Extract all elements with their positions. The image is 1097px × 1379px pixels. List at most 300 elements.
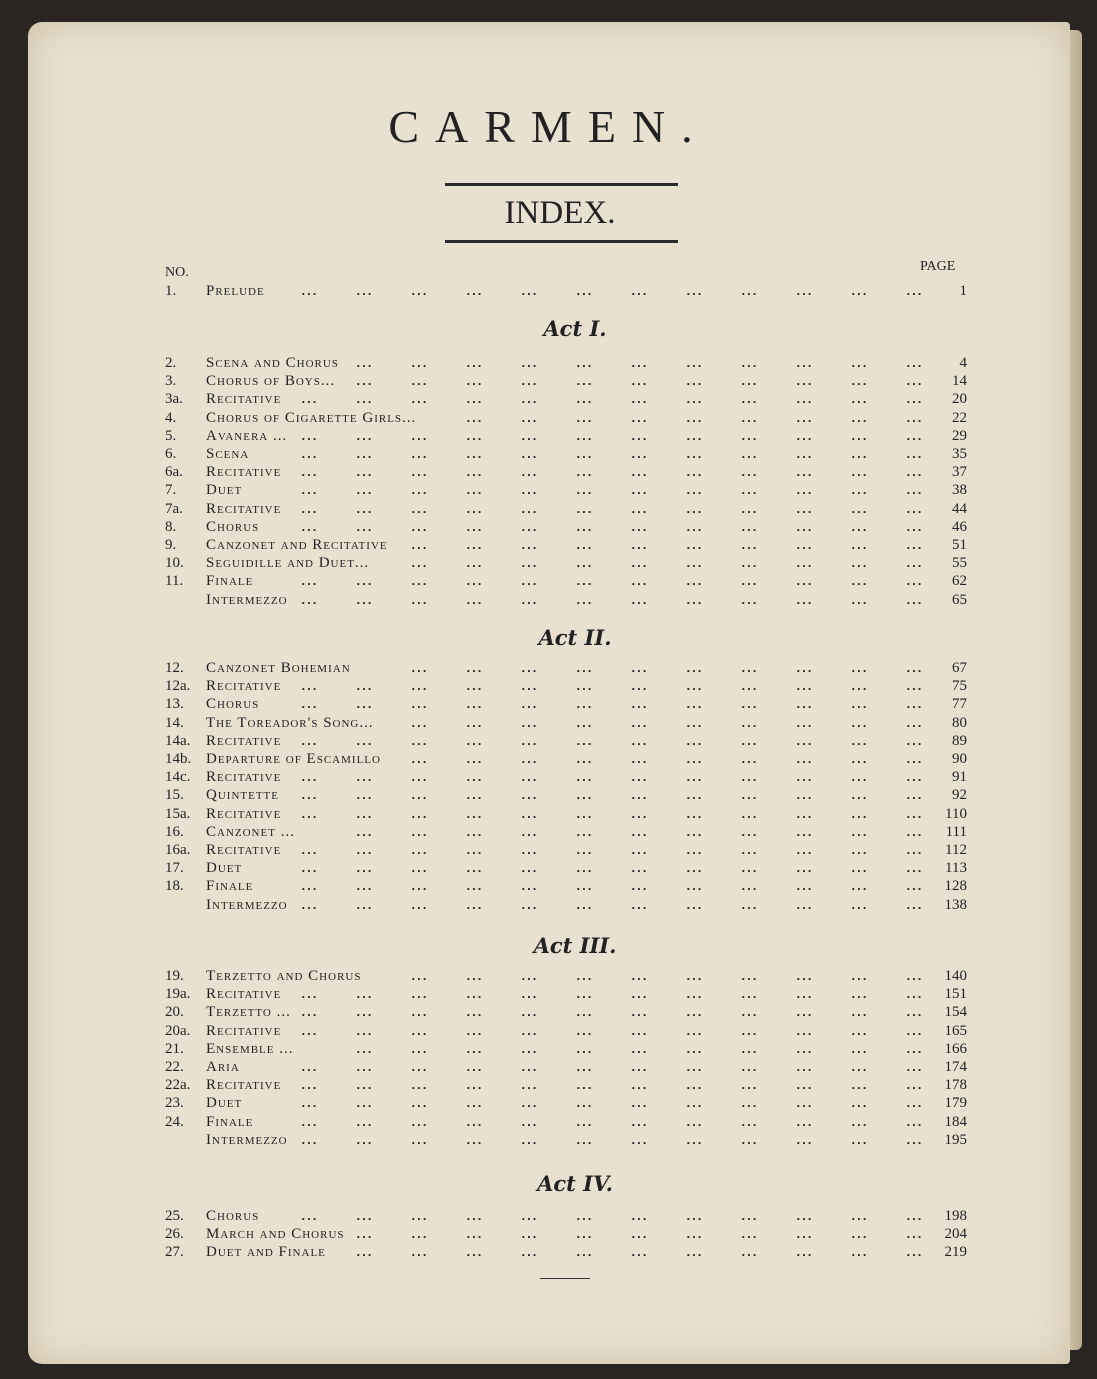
leader-dots: ... (740, 429, 757, 443)
leader-dots: ... (300, 502, 317, 516)
leader-dots: ... (520, 393, 537, 407)
entry-title: Recitative (206, 1022, 282, 1039)
leader-dots: ... (685, 393, 702, 407)
leader-dots: ... (465, 448, 482, 461)
entry-number: 5. (165, 427, 177, 444)
leader-dots: ... (410, 357, 427, 370)
leader-dots: ... (575, 1042, 592, 1056)
leader-dots: ... (850, 680, 867, 694)
entry-title: Quintette (206, 787, 279, 804)
leader-dots: ... (905, 1097, 922, 1111)
leader-dots: ... (740, 734, 757, 748)
leader-dots: ... (795, 502, 812, 516)
leader-dots: ... (905, 970, 922, 983)
leader-dots: ... (410, 1210, 427, 1223)
leader-dots: ... (520, 898, 537, 912)
entry-title: Recitative (206, 1077, 282, 1094)
entry-page: 37 (952, 464, 967, 481)
leader-dots: ... (850, 844, 867, 857)
leader-dots: ... (300, 898, 317, 912)
entry-number: 26. (165, 1226, 184, 1243)
leader-dots: ... (740, 539, 757, 552)
leader-dots: ... (575, 1079, 592, 1093)
entry-number: 16a. (165, 842, 191, 858)
leader-dots: ... (355, 698, 372, 712)
leader-dots: ... (740, 1079, 757, 1093)
leader-dots: ... (520, 448, 537, 461)
leader-dots: ... (905, 466, 922, 480)
leader-dots: ... (355, 357, 372, 370)
leader-dots: ... (300, 466, 317, 480)
leader-dots: ... (410, 1246, 427, 1260)
leader-dots: ... (685, 466, 702, 480)
entry-number: 12. (165, 660, 184, 676)
leader-dots: ... (685, 1210, 702, 1223)
index-entry (0, 806, 1097, 824)
leader-dots: ... (685, 557, 702, 571)
leader-dots: ... (905, 393, 922, 407)
leader-dots: ... (630, 484, 647, 498)
leader-dots: ... (355, 1097, 372, 1111)
index-entry (0, 715, 1097, 733)
leader-dots: ... (575, 557, 592, 571)
entry-title: Intermezzo (206, 591, 288, 608)
leader-dots: ... (355, 825, 372, 839)
leader-dots: ... (630, 1133, 647, 1147)
leader-dots: ... (685, 1061, 702, 1074)
leader-dots: ... (905, 698, 922, 712)
leader-dots: ... (520, 1042, 537, 1056)
entry-page: 46 (952, 518, 967, 535)
leader-dots: ... (630, 1097, 647, 1111)
entry-title: March and Chorus (206, 1226, 345, 1243)
leader-dots: ... (410, 1228, 427, 1242)
leader-dots: ... (465, 593, 482, 607)
leader-dots: ... (575, 1024, 592, 1038)
leader-dots: ... (850, 771, 867, 785)
index-entry (0, 986, 1097, 1004)
leader-dots: ... (905, 1210, 922, 1223)
index-entry (0, 1132, 1097, 1150)
leader-dots: ... (905, 844, 922, 857)
entry-title: Ensemble ... (206, 1040, 294, 1057)
act-heading: Act I. (543, 316, 607, 341)
leader-dots: ... (630, 1210, 647, 1223)
leader-dots: ... (795, 593, 812, 607)
leader-dots: ... (685, 484, 702, 498)
entry-title: Finale (206, 573, 254, 590)
leader-dots: ... (685, 375, 702, 389)
entry-number: 14a. (165, 732, 191, 749)
leader-dots: ... (685, 988, 702, 1002)
leader-dots: ... (630, 734, 647, 748)
leader-dots: ... (795, 734, 812, 748)
leader-dots: ... (795, 898, 812, 912)
leader-dots: ... (355, 448, 372, 461)
leader-dots: ... (465, 807, 482, 821)
leader-dots: ... (300, 734, 317, 748)
leader-dots: ... (850, 448, 867, 461)
entry-title: Canzonet and Recitative (206, 537, 388, 553)
leader-dots: ... (520, 1024, 537, 1038)
entry-number: 19a. (165, 986, 191, 1003)
leader-dots: ... (355, 593, 372, 607)
leader-dots: ... (520, 662, 537, 675)
entry-page: 198 (944, 1208, 967, 1224)
leader-dots: ... (905, 593, 922, 607)
column-header-no: NO. (165, 265, 189, 280)
leader-dots: ... (410, 393, 427, 407)
leader-dots: ... (410, 734, 427, 748)
leader-dots: ... (740, 698, 757, 712)
leader-dots: ... (795, 662, 812, 675)
leader-dots: ... (575, 484, 592, 498)
leader-dots: ... (850, 539, 867, 552)
leader-dots: ... (355, 429, 372, 443)
title-rule (445, 183, 678, 186)
leader-dots: ... (905, 1115, 922, 1129)
leader-dots: ... (740, 484, 757, 498)
leader-dots: ... (410, 662, 427, 675)
leader-dots: ... (410, 716, 427, 730)
leader-dots: ... (410, 771, 427, 785)
entry-page: 89 (952, 732, 967, 749)
leader-dots: ... (905, 662, 922, 675)
entry-number: 20a. (165, 1022, 191, 1039)
entry-title: Chorus (206, 518, 260, 535)
leader-dots: ... (905, 1133, 922, 1147)
leader-dots: ... (685, 411, 702, 425)
leader-dots: ... (355, 1210, 372, 1223)
leader-dots: ... (850, 1210, 867, 1223)
leader-dots: ... (740, 593, 757, 607)
entry-page: 22 (952, 409, 967, 426)
leader-dots: ... (685, 357, 702, 370)
leader-dots: ... (575, 844, 592, 857)
leader-dots: ... (520, 862, 537, 876)
leader-dots: ... (300, 789, 317, 803)
index-entry (0, 897, 1097, 915)
entry-title: Intermezzo (206, 896, 288, 913)
leader-dots: ... (740, 375, 757, 389)
entry-title: The Toreador's Song... (206, 714, 374, 731)
entry-title: Recitative (206, 805, 282, 822)
leader-dots: ... (795, 771, 812, 785)
leader-dots: ... (850, 1115, 867, 1129)
leader-dots: ... (905, 771, 922, 785)
leader-dots: ... (575, 698, 592, 712)
entry-number: 13. (165, 696, 184, 713)
leader-dots: ... (575, 825, 592, 839)
leader-dots: ... (740, 898, 757, 912)
leader-dots: ... (685, 1024, 702, 1038)
leader-dots: ... (685, 789, 702, 803)
leader-dots: ... (575, 789, 592, 803)
leader-dots: ... (410, 1079, 427, 1093)
index-entry (0, 482, 1097, 500)
leader-dots: ... (465, 988, 482, 1002)
leader-dots: ... (575, 753, 592, 766)
entry-number: 19. (165, 968, 184, 984)
leader-dots: ... (575, 771, 592, 785)
leader-dots: ... (465, 1079, 482, 1093)
leader-dots: ... (630, 789, 647, 803)
leader-dots: ... (410, 375, 427, 389)
leader-dots: ... (465, 1115, 482, 1129)
index-entry (0, 373, 1097, 391)
leader-dots: ... (300, 448, 317, 461)
leader-dots: ... (850, 988, 867, 1002)
leader-dots: ... (575, 970, 592, 983)
leader-dots: ... (795, 411, 812, 425)
leader-dots: ... (630, 429, 647, 443)
leader-dots: ... (740, 771, 757, 785)
leader-dots: ... (795, 448, 812, 461)
entry-page: 178 (944, 1077, 967, 1094)
leader-dots: ... (520, 716, 537, 730)
leader-dots: ... (300, 593, 317, 607)
leader-dots: ... (300, 1006, 317, 1020)
leader-dots: ... (905, 789, 922, 803)
leader-dots: ... (410, 880, 427, 894)
leader-dots: ... (685, 502, 702, 516)
index-entry (0, 464, 1097, 482)
leader-dots: ... (905, 898, 922, 912)
leader-dots: ... (575, 734, 592, 748)
entry-number: 11. (165, 573, 184, 590)
leader-dots: ... (740, 1246, 757, 1260)
entry-page: 111 (945, 823, 967, 840)
entry-number: 14b. (165, 751, 192, 767)
leader-dots: ... (355, 520, 372, 534)
leader-dots: ... (740, 357, 757, 370)
entry-page: 140 (944, 968, 967, 984)
entry-number: 16. (165, 823, 184, 840)
leader-dots: ... (740, 502, 757, 516)
leader-dots: ... (850, 1079, 867, 1093)
leader-dots: ... (685, 1228, 702, 1242)
leader-dots: ... (520, 789, 537, 803)
entry-number: 8. (165, 518, 177, 535)
entry-number: 25. (165, 1208, 184, 1224)
leader-dots: ... (740, 520, 757, 534)
leader-dots: ... (575, 1133, 592, 1147)
leader-dots: ... (355, 393, 372, 407)
leader-dots: ... (465, 862, 482, 876)
leader-dots: ... (465, 1024, 482, 1038)
leader-dots: ... (905, 575, 922, 589)
entry-page: 166 (944, 1040, 967, 1057)
entry-number: 9. (165, 537, 177, 553)
end-rule (540, 1278, 590, 1279)
leader-dots: ... (465, 753, 482, 766)
leader-dots: ... (630, 1228, 647, 1242)
leader-dots: ... (355, 1024, 372, 1038)
leader-dots: ... (300, 680, 317, 694)
leader-dots: ... (575, 680, 592, 694)
leader-dots: ... (575, 1228, 592, 1242)
entry-title: Duet (206, 1095, 243, 1112)
leader-dots: ... (355, 734, 372, 748)
leader-dots: ... (740, 1133, 757, 1147)
leader-dots: ... (740, 753, 757, 766)
entry-title: Prelude (206, 283, 265, 299)
leader-dots: ... (355, 1115, 372, 1129)
entry-number: 2. (165, 355, 177, 371)
leader-dots: ... (355, 1246, 372, 1260)
leader-dots: ... (795, 1210, 812, 1223)
leader-dots: ... (575, 393, 592, 407)
leader-dots: ... (465, 1061, 482, 1074)
index-entry (0, 1244, 1097, 1262)
leader-dots: ... (410, 575, 427, 589)
entry-number: 21. (165, 1040, 184, 1057)
leader-dots: ... (575, 988, 592, 1002)
entry-title: Finale (206, 1113, 254, 1130)
index-entry (0, 428, 1097, 446)
entry-page: 179 (944, 1095, 967, 1112)
leader-dots: ... (740, 662, 757, 675)
leader-dots: ... (575, 502, 592, 516)
leader-dots: ... (355, 375, 372, 389)
leader-dots: ... (850, 1133, 867, 1147)
leader-dots: ... (795, 698, 812, 712)
leader-dots: ... (850, 502, 867, 516)
leader-dots: ... (905, 375, 922, 389)
leader-dots: ... (520, 466, 537, 480)
leader-dots: ... (355, 1228, 372, 1242)
leader-dots: ... (795, 520, 812, 534)
leader-dots: ... (410, 1133, 427, 1147)
index-entry (0, 519, 1097, 537)
leader-dots: ... (850, 375, 867, 389)
leader-dots: ... (905, 1079, 922, 1093)
leader-dots: ... (520, 844, 537, 857)
leader-dots: ... (795, 575, 812, 589)
leader-dots: ... (355, 1061, 372, 1074)
leader-dots: ... (685, 1097, 702, 1111)
leader-dots: ... (355, 680, 372, 694)
leader-dots: ... (575, 429, 592, 443)
leader-dots: ... (465, 1246, 482, 1260)
leader-dots: ... (795, 807, 812, 821)
leader-dots: ... (795, 285, 812, 298)
leader-dots: ... (520, 880, 537, 894)
leader-dots: ... (850, 411, 867, 425)
leader-dots: ... (795, 1133, 812, 1147)
leader-dots: ... (795, 753, 812, 766)
leader-dots: ... (355, 862, 372, 876)
leader-dots: ... (520, 698, 537, 712)
leader-dots: ... (575, 1061, 592, 1074)
leader-dots: ... (630, 1115, 647, 1129)
leader-dots: ... (850, 1097, 867, 1111)
entry-page: 151 (944, 986, 967, 1003)
leader-dots: ... (850, 357, 867, 370)
leader-dots: ... (520, 593, 537, 607)
entry-page: 65 (952, 591, 967, 608)
leader-dots: ... (465, 429, 482, 443)
leader-dots: ... (300, 988, 317, 1002)
leader-dots: ... (740, 880, 757, 894)
leader-dots: ... (630, 285, 647, 298)
entry-number: 4. (165, 409, 177, 426)
leader-dots: ... (850, 429, 867, 443)
leader-dots: ... (630, 807, 647, 821)
act-heading: Act III. (533, 933, 617, 958)
entry-page: 219 (944, 1244, 967, 1261)
leader-dots: ... (850, 753, 867, 766)
leader-dots: ... (410, 825, 427, 839)
leader-dots: ... (905, 862, 922, 876)
leader-dots: ... (355, 575, 372, 589)
leader-dots: ... (630, 988, 647, 1002)
leader-dots: ... (795, 1006, 812, 1020)
leader-dots: ... (795, 716, 812, 730)
leader-dots: ... (630, 1246, 647, 1260)
leader-dots: ... (850, 575, 867, 589)
leader-dots: ... (575, 807, 592, 821)
leader-dots: ... (575, 411, 592, 425)
index-entry (0, 878, 1097, 896)
index-rule (445, 240, 678, 243)
leader-dots: ... (410, 789, 427, 803)
leader-dots: ... (355, 484, 372, 498)
leader-dots: ... (740, 716, 757, 730)
leader-dots: ... (740, 807, 757, 821)
entry-title: Recitative (206, 986, 282, 1003)
leader-dots: ... (850, 520, 867, 534)
leader-dots: ... (410, 1061, 427, 1074)
leader-dots: ... (905, 1042, 922, 1056)
leader-dots: ... (685, 753, 702, 766)
leader-dots: ... (630, 502, 647, 516)
index-entry (0, 537, 1097, 555)
leader-dots: ... (850, 698, 867, 712)
leader-dots: ... (905, 734, 922, 748)
leader-dots: ... (685, 1079, 702, 1093)
entry-title: Intermezzo (206, 1131, 288, 1148)
leader-dots: ... (905, 880, 922, 894)
leader-dots: ... (740, 411, 757, 425)
leader-dots: ... (520, 771, 537, 785)
leader-dots: ... (355, 789, 372, 803)
leader-dots: ... (465, 411, 482, 425)
leader-dots: ... (740, 970, 757, 983)
leader-dots: ... (795, 1097, 812, 1111)
leader-dots: ... (630, 844, 647, 857)
entry-page: 35 (952, 446, 967, 462)
entry-page: 165 (944, 1022, 967, 1039)
leader-dots: ... (850, 557, 867, 571)
leader-dots: ... (410, 753, 427, 766)
leader-dots: ... (520, 807, 537, 821)
leader-dots: ... (795, 1079, 812, 1093)
leader-dots: ... (575, 520, 592, 534)
leader-dots: ... (520, 1210, 537, 1223)
leader-dots: ... (630, 575, 647, 589)
leader-dots: ... (850, 593, 867, 607)
entry-title: Recitative (206, 842, 282, 858)
leader-dots: ... (300, 771, 317, 785)
entry-title: Chorus (206, 696, 260, 713)
leader-dots: ... (795, 557, 812, 571)
entry-page: 110 (945, 805, 967, 822)
entry-page: 14 (952, 373, 967, 390)
leader-dots: ... (630, 1079, 647, 1093)
leader-dots: ... (410, 539, 427, 552)
leader-dots: ... (300, 393, 317, 407)
